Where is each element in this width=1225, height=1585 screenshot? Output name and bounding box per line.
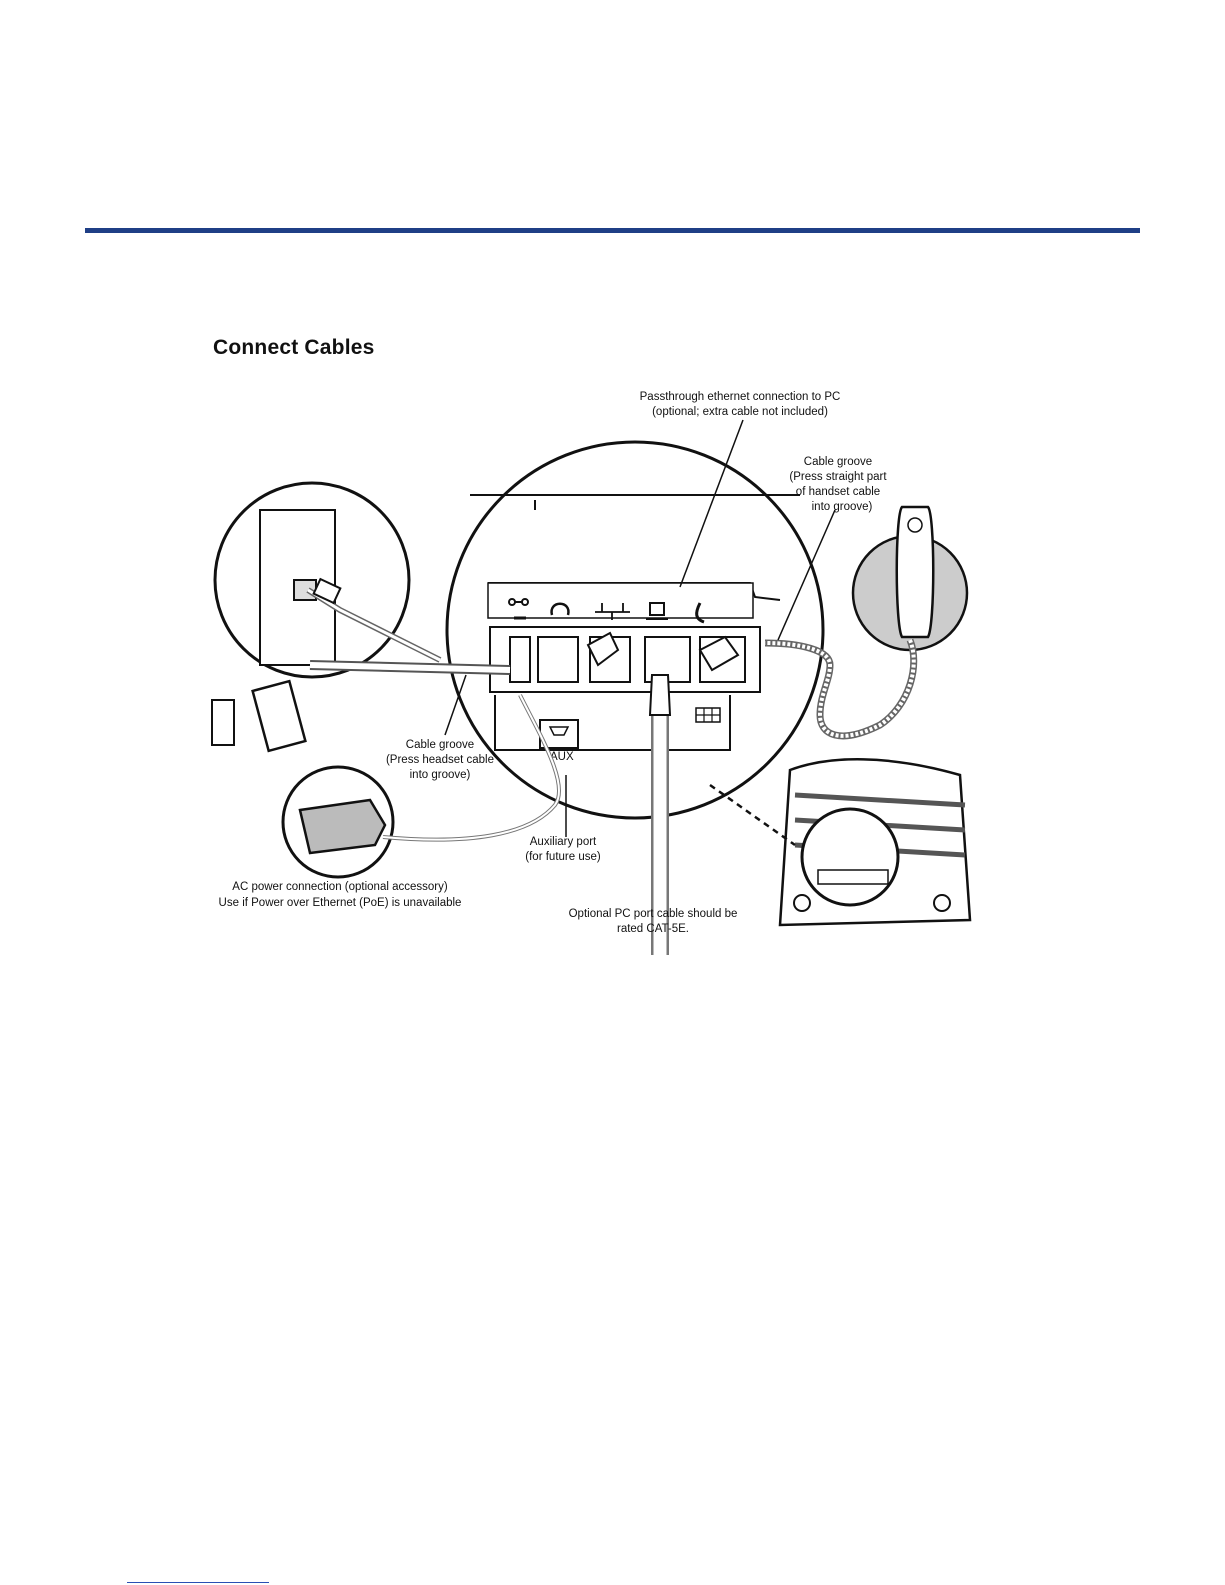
ac-power-label-1: AC power connection (optional accessory) [232, 881, 448, 893]
handset-icon [853, 507, 967, 650]
groove-left-label-2: (Press headset cable [385, 754, 495, 766]
groove-right-label-3: of handset cable [795, 486, 881, 498]
groove-right-label-2: (Press straight part [789, 471, 887, 483]
phone-port-panel [447, 442, 823, 955]
aux-port-label: AUX [550, 751, 574, 763]
groove-right-label-1: Cable groove [803, 456, 873, 468]
aux-label-1: Auxiliary port [529, 836, 597, 848]
page-title: Connect Cables [213, 336, 375, 359]
connect-cables-diagram [190, 375, 990, 965]
wall-jack-icon [215, 483, 440, 677]
passthrough-label-2: (optional; extra cable not included) [652, 406, 828, 418]
groove-left-label-1: Cable groove [405, 739, 475, 751]
groove-right-label-4: into groove) [811, 501, 873, 513]
header-rule [85, 228, 1140, 233]
ac-power-label-2: Use if Power over Ethernet (PoE) is unavailable [218, 897, 462, 909]
pc-cable-label-1: Optional PC port cable should be [568, 908, 738, 920]
footer-link-underline [127, 1582, 269, 1583]
groove-left-label-3: into groove) [409, 769, 471, 781]
aux-label-2: (for future use) [525, 851, 601, 863]
phone-base-icon [780, 759, 970, 925]
pc-cable-label-2: rated CAT-5E. [616, 923, 690, 935]
passthrough-label-1: Passthrough ethernet connection to PC [639, 391, 841, 403]
